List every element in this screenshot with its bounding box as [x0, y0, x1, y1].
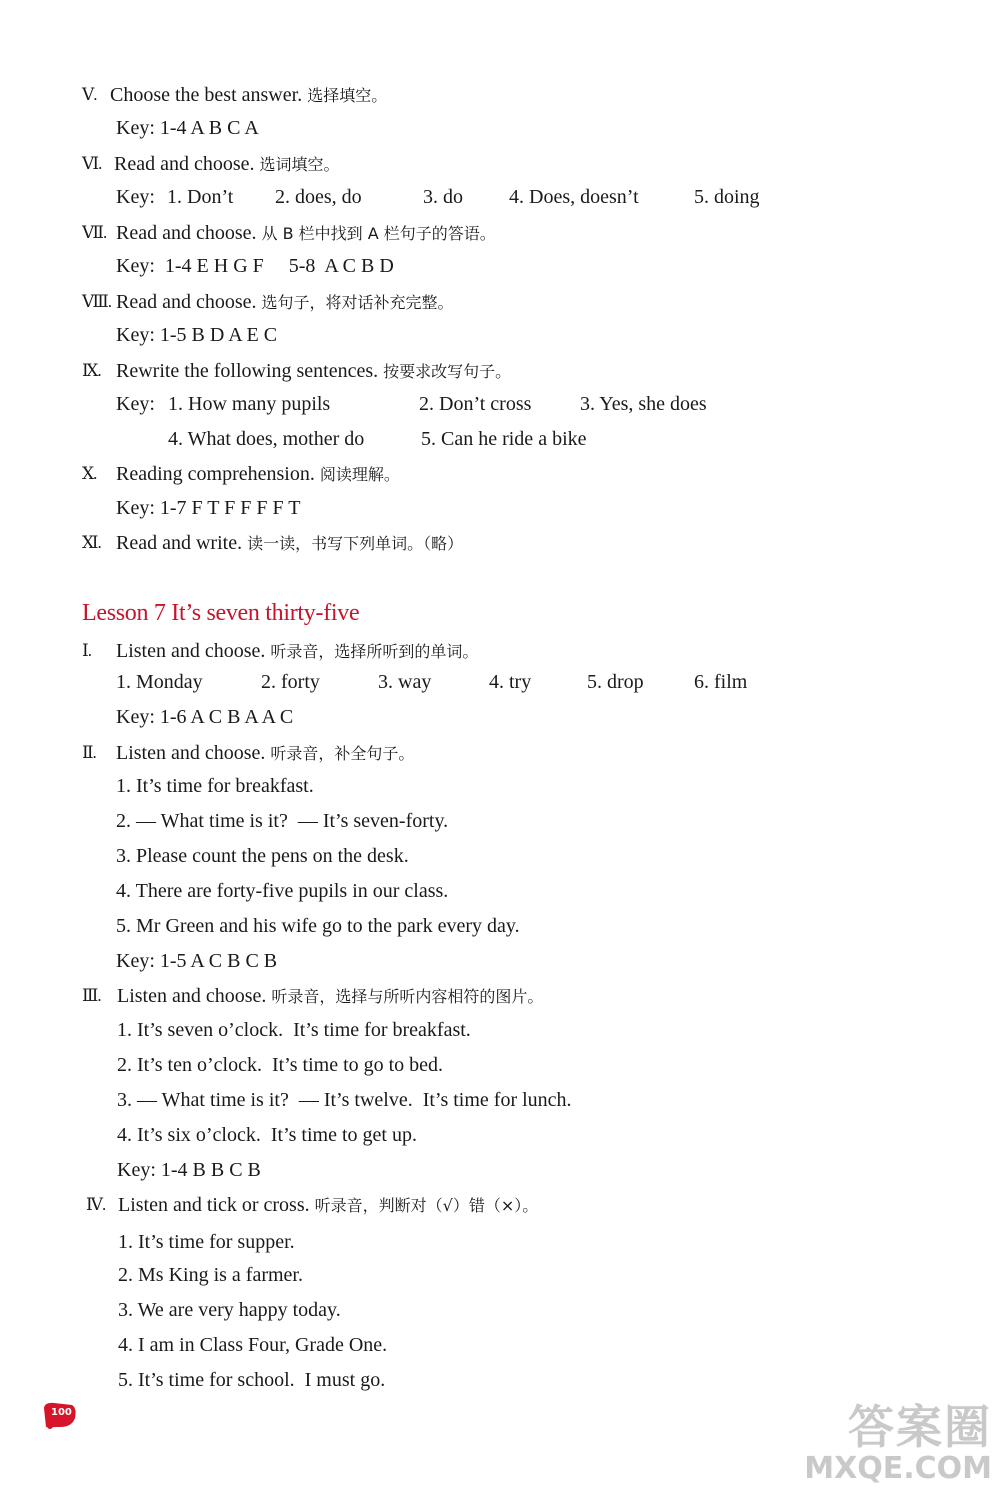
sentence-text: 2. Ms King is a farmer.	[118, 1264, 303, 1286]
roman-numeral: Ⅶ.	[82, 223, 107, 242]
sentence-text: 3. Please count the pens on the desk.	[116, 845, 409, 867]
watermark-logo	[804, 1402, 992, 1486]
key-label: Key:	[116, 186, 155, 208]
sentence-text: 2. It’s ten o’clock. It’s time to go to bed.	[117, 1054, 444, 1076]
instruction-cn: 选句子，将对话补充完整。	[261, 293, 454, 312]
sentence-text: 4. I am in Class Four, Grade One.	[118, 1334, 388, 1356]
roman-numeral: Ⅰ.	[82, 641, 91, 660]
instruction-en: Reading comprehension.	[116, 463, 315, 485]
roman-numeral: Ⅸ.	[82, 361, 101, 380]
key-text: Key: 1-4 E H G F 5-8 A C B D	[116, 255, 394, 277]
instruction-cn: 听录音，判断对（√）错（×）。	[314, 1196, 539, 1215]
sentence-text: 5. It’s time for school. I must go.	[118, 1369, 386, 1391]
word-item: 4. try	[489, 671, 532, 693]
key-answer: 5. doing	[694, 186, 760, 208]
page-number: 100	[51, 1407, 72, 1418]
key-label: Key:	[116, 393, 155, 415]
sentence-text: 5. Mr Green and his wife go to the park every day.	[116, 915, 520, 937]
instruction-en: Read and write.	[116, 532, 243, 554]
word-item: 1. Monday	[116, 671, 203, 693]
instruction-cn: 听录音，选择所听到的单词。	[270, 642, 479, 661]
instruction-cn: 听录音，补全句子。	[270, 744, 415, 763]
key-answer: 4. Does, doesn’t	[509, 186, 639, 208]
instruction-cn: 从 B 栏中找到 A 栏句子的答语。	[261, 224, 496, 243]
instruction-en: Listen and tick or cross.	[118, 1194, 310, 1216]
key-text: Key: 1-5 A C B C B	[116, 950, 278, 972]
roman-numeral: Ⅵ.	[82, 154, 102, 173]
lesson-title: Lesson 7 It’s seven thirty-five	[82, 600, 360, 626]
key-answer: 4. What does, mother do	[168, 428, 365, 450]
sentence-text: 2. — What time is it? — It’s seven-forty.	[116, 810, 449, 832]
key-answer: 2. Don’t cross	[419, 393, 532, 415]
word-item: 6. film	[694, 671, 748, 693]
key-answer: 5. Can he ride a bike	[421, 428, 587, 450]
roman-numeral: Ⅹ.	[82, 464, 97, 483]
watermark-top: 答案圈	[848, 1400, 992, 1454]
key-text: Key: 1-7 F T F F F F T	[116, 497, 301, 519]
sentence-text: 4. It’s six o’clock. It’s time to get up.	[117, 1124, 417, 1146]
instruction-cn: 选择填空。	[307, 86, 388, 105]
roman-numeral: Ⅳ.	[86, 1195, 106, 1214]
instruction-en: Read and choose.	[114, 153, 255, 175]
sentence-text: 1. It’s time for breakfast.	[116, 775, 314, 797]
instruction-en: Listen and choose.	[117, 985, 267, 1007]
watermark-bottom: MXQE.COM	[804, 1451, 992, 1486]
instruction-en: Listen and choose.	[116, 742, 266, 764]
instruction-en: Listen and choose.	[116, 640, 266, 662]
instruction-cn: 选词填空。	[259, 155, 340, 174]
word-item: 5. drop	[587, 671, 644, 693]
key-answer: 3. do	[423, 186, 463, 208]
sentence-text: 3. We are very happy today.	[118, 1299, 341, 1321]
sentence-text: 4. There are forty-five pupils in our class.	[116, 880, 449, 902]
word-item: 3. way	[378, 671, 432, 693]
sentence-text: 1. It’s seven o’clock. It’s time for breakfast.	[117, 1019, 471, 1041]
instruction-en: Rewrite the following sentences.	[116, 360, 379, 382]
roman-numeral: Ⅱ.	[82, 743, 96, 762]
key-answer: 2. does, do	[275, 186, 362, 208]
key-text: Key: 1-6 A C B A A C	[116, 706, 294, 728]
key-answer: 3. Yes, she does	[580, 393, 707, 415]
roman-numeral: Ⅷ.	[82, 292, 112, 311]
key-text: Key: 1-4 B B C B	[117, 1159, 261, 1181]
instruction-en: Read and choose.	[116, 222, 257, 244]
roman-numeral: Ⅺ.	[82, 533, 101, 552]
roman-numeral: Ⅲ.	[82, 986, 101, 1005]
instruction-en: Choose the best answer.	[110, 84, 303, 106]
word-item: 2. forty	[261, 671, 320, 693]
key-answer: 1. Don’t	[167, 186, 234, 208]
sentence-text: 3. — What time is it? — It’s twelve. It’s time for lunch.	[117, 1089, 572, 1111]
instruction-cn: 按要求改写句子。	[383, 362, 512, 381]
instruction-en: Read and choose.	[116, 291, 257, 313]
page-number-badge	[42, 1400, 78, 1430]
key-text: Key: 1-4 A B C A	[116, 117, 259, 139]
instruction-cn: 听录音，选择与所听内容相符的图片。	[271, 987, 544, 1006]
instruction-cn: 阅读理解。	[319, 465, 400, 484]
instruction-cn: 读一读，书写下列单词。（略）	[247, 534, 464, 553]
sentence-text: 1. It’s time for supper.	[118, 1231, 295, 1253]
roman-numeral: Ⅴ.	[82, 85, 97, 104]
key-answer: 1. How many pupils	[168, 393, 331, 415]
key-text: Key: 1-5 B D A E C	[116, 324, 278, 346]
